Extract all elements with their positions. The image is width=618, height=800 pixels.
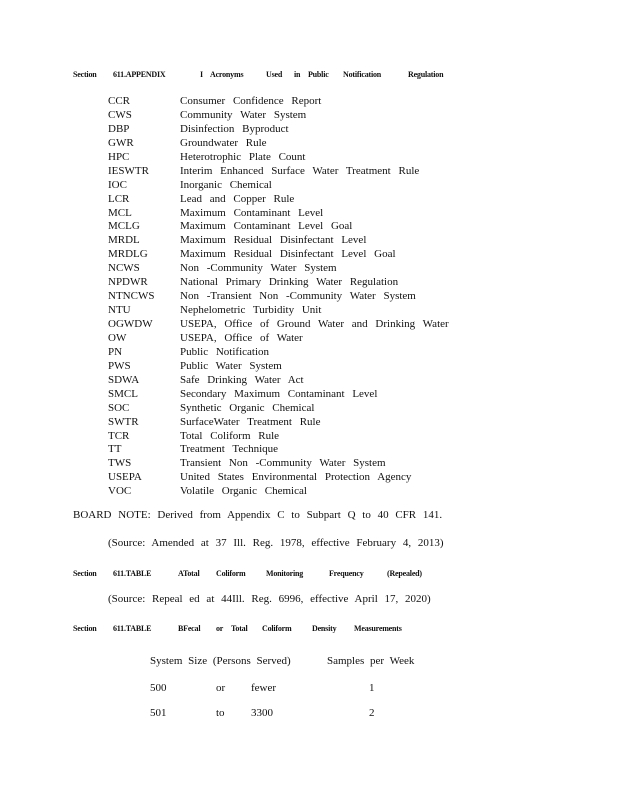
acronym-meaning: Maximum Contaminant Level Goal xyxy=(180,220,353,233)
table-header-samples: Samples per Week xyxy=(327,655,415,667)
section-number: 611.TABLE xyxy=(113,569,152,578)
acronym-meaning: Disinfection Byproduct xyxy=(180,122,289,135)
section-title-word: Notification xyxy=(343,70,382,79)
acronym-meaning: Transient Non -Community Water System xyxy=(180,457,386,470)
section-title-word: BFecal xyxy=(178,624,201,633)
acronym-code: SMCL xyxy=(108,387,138,400)
acronym-code: IOC xyxy=(108,178,127,191)
acronym-code: NTU xyxy=(108,304,131,317)
acronym-code: TWS xyxy=(108,457,132,470)
table-cell-sep: to xyxy=(216,707,225,719)
section-label: Section xyxy=(73,624,97,633)
acronym-code: MCL xyxy=(108,206,132,219)
table-cell-samples: 1 xyxy=(369,682,375,694)
section-title-word: Coliform xyxy=(216,569,246,578)
acronym-code: HPC xyxy=(108,150,130,163)
acronym-code: TCR xyxy=(108,429,130,442)
acronym-code: SOC xyxy=(108,401,130,414)
section-title-word: Total xyxy=(231,624,248,633)
acronym-code: NTNCWS xyxy=(108,290,155,303)
acronym-code: SWTR xyxy=(108,415,139,428)
acronym-code: USEPA xyxy=(108,471,142,484)
acronym-meaning: Volatile Organic Chemical xyxy=(180,485,307,498)
acronym-meaning: Interim Enhanced Surface Water Treatment Rule xyxy=(180,164,420,177)
acronym-code: PN xyxy=(108,345,123,358)
acronym-meaning: Consumer Confidence Report xyxy=(180,95,322,107)
board-note: BOARD NOTE: Derived from Appendix C to Subpart Q to 40 CFR 141. xyxy=(73,509,443,521)
acronym-code: IESWTR xyxy=(108,164,149,177)
table-cell-from: 501 xyxy=(150,707,167,719)
acronym-code: TT xyxy=(108,443,122,456)
acronym-meaning: Inorganic Chemical xyxy=(180,178,272,191)
acronym-meaning: Non -Transient Non -Community Water System xyxy=(180,290,416,303)
acronym-code: CWS xyxy=(108,108,132,121)
section-title-word: (Repealed) xyxy=(387,569,422,578)
acronym-meaning: Safe Drinking Water Act xyxy=(180,373,304,386)
section-title-word: ATotal xyxy=(178,569,200,578)
acronym-meaning: Secondary Maximum Contaminant Level xyxy=(180,387,378,400)
section-number: 611.TABLE xyxy=(113,624,152,633)
acronym-meaning: Total Coliform Rule xyxy=(180,429,280,442)
section-title-word: Monitoring xyxy=(266,569,304,578)
acronym-meaning: USEPA, Office of Water xyxy=(180,331,303,344)
section-title-word: Public xyxy=(308,70,329,79)
table-cell-to: fewer xyxy=(251,682,277,694)
acronym-code: MRDL xyxy=(108,234,140,247)
section-title-word: Coliform xyxy=(262,624,292,633)
acronym-code: LCR xyxy=(108,192,130,205)
acronym-meaning: SurfaceWater Treatment Rule xyxy=(180,415,321,428)
acronym-meaning: Public Notification xyxy=(180,345,270,358)
acronym-meaning: Public Water System xyxy=(180,359,282,372)
table-cell-samples: 2 xyxy=(369,707,375,719)
acronym-meaning: Heterotrophic Plate Count xyxy=(180,150,306,163)
acronym-meaning: Treatment Technique xyxy=(180,443,279,456)
acronym-code: NPDWR xyxy=(108,276,148,289)
section-title-word: Measurements xyxy=(354,624,402,633)
acronym-code: CCR xyxy=(108,95,131,107)
section-number: 611.APPENDIX xyxy=(113,70,166,79)
acronym-meaning: Maximum Residual Disinfectant Level xyxy=(180,234,367,247)
acronym-meaning: Lead and Copper Rule xyxy=(180,192,295,205)
acronym-code: MCLG xyxy=(108,220,140,233)
acronym-meaning: Groundwater Rule xyxy=(180,136,267,149)
acronym-meaning: USEPA, Office of Ground Water and Drinking Water xyxy=(180,318,449,330)
acronym-code: SDWA xyxy=(108,373,140,386)
acronym-meaning: Synthetic Organic Chemical xyxy=(180,401,315,414)
section-title-word: Acronyms xyxy=(210,70,244,79)
section-label: Section xyxy=(73,569,97,578)
acronym-code: VOC xyxy=(108,485,132,498)
acronym-code: OGWDW xyxy=(108,318,153,330)
source-note-repealed: (Source: Repeal ed at 44Ill. Reg. 6996, effective April 17, 2020) xyxy=(108,593,431,605)
acronym-meaning: United States Environmental Protection Agency xyxy=(180,471,412,484)
table-header-system-size: System Size (Persons Served) xyxy=(150,655,291,667)
section-title-word: or xyxy=(216,624,224,633)
acronym-code: MRDLG xyxy=(108,248,148,261)
section-title-word: Regulation xyxy=(408,70,444,79)
acronym-meaning: Maximum Contaminant Level xyxy=(180,206,324,219)
source-note-amended: (Source: Amended at 37 Ill. Reg. 1978, effective February 4, 2013) xyxy=(108,537,444,549)
section-title-word: Frequency xyxy=(329,569,364,578)
acronym-code: NCWS xyxy=(108,262,140,275)
acronym-meaning: National Primary Drinking Water Regulation xyxy=(180,276,399,289)
section-letter: I xyxy=(200,70,203,79)
table-cell-to: 3300 xyxy=(251,707,273,719)
section-title-word: Density xyxy=(312,624,337,633)
acronym-code: DBP xyxy=(108,122,130,135)
section-title-word: Used xyxy=(266,70,283,79)
table-cell-from: 500 xyxy=(150,682,167,694)
acronym-meaning: Maximum Residual Disinfectant Level Goal xyxy=(180,248,396,261)
acronym-meaning: Nephelometric Turbidity Unit xyxy=(180,304,322,317)
acronym-code: OW xyxy=(108,331,127,344)
acronym-code: PWS xyxy=(108,359,131,372)
table-cell-sep: or xyxy=(216,682,226,694)
acronym-meaning: Community Water System xyxy=(180,108,307,121)
section-label: Section xyxy=(73,70,97,79)
acronym-code: GWR xyxy=(108,136,134,149)
acronym-meaning: Non -Community Water System xyxy=(180,262,337,275)
section-title-word: in xyxy=(294,70,301,79)
